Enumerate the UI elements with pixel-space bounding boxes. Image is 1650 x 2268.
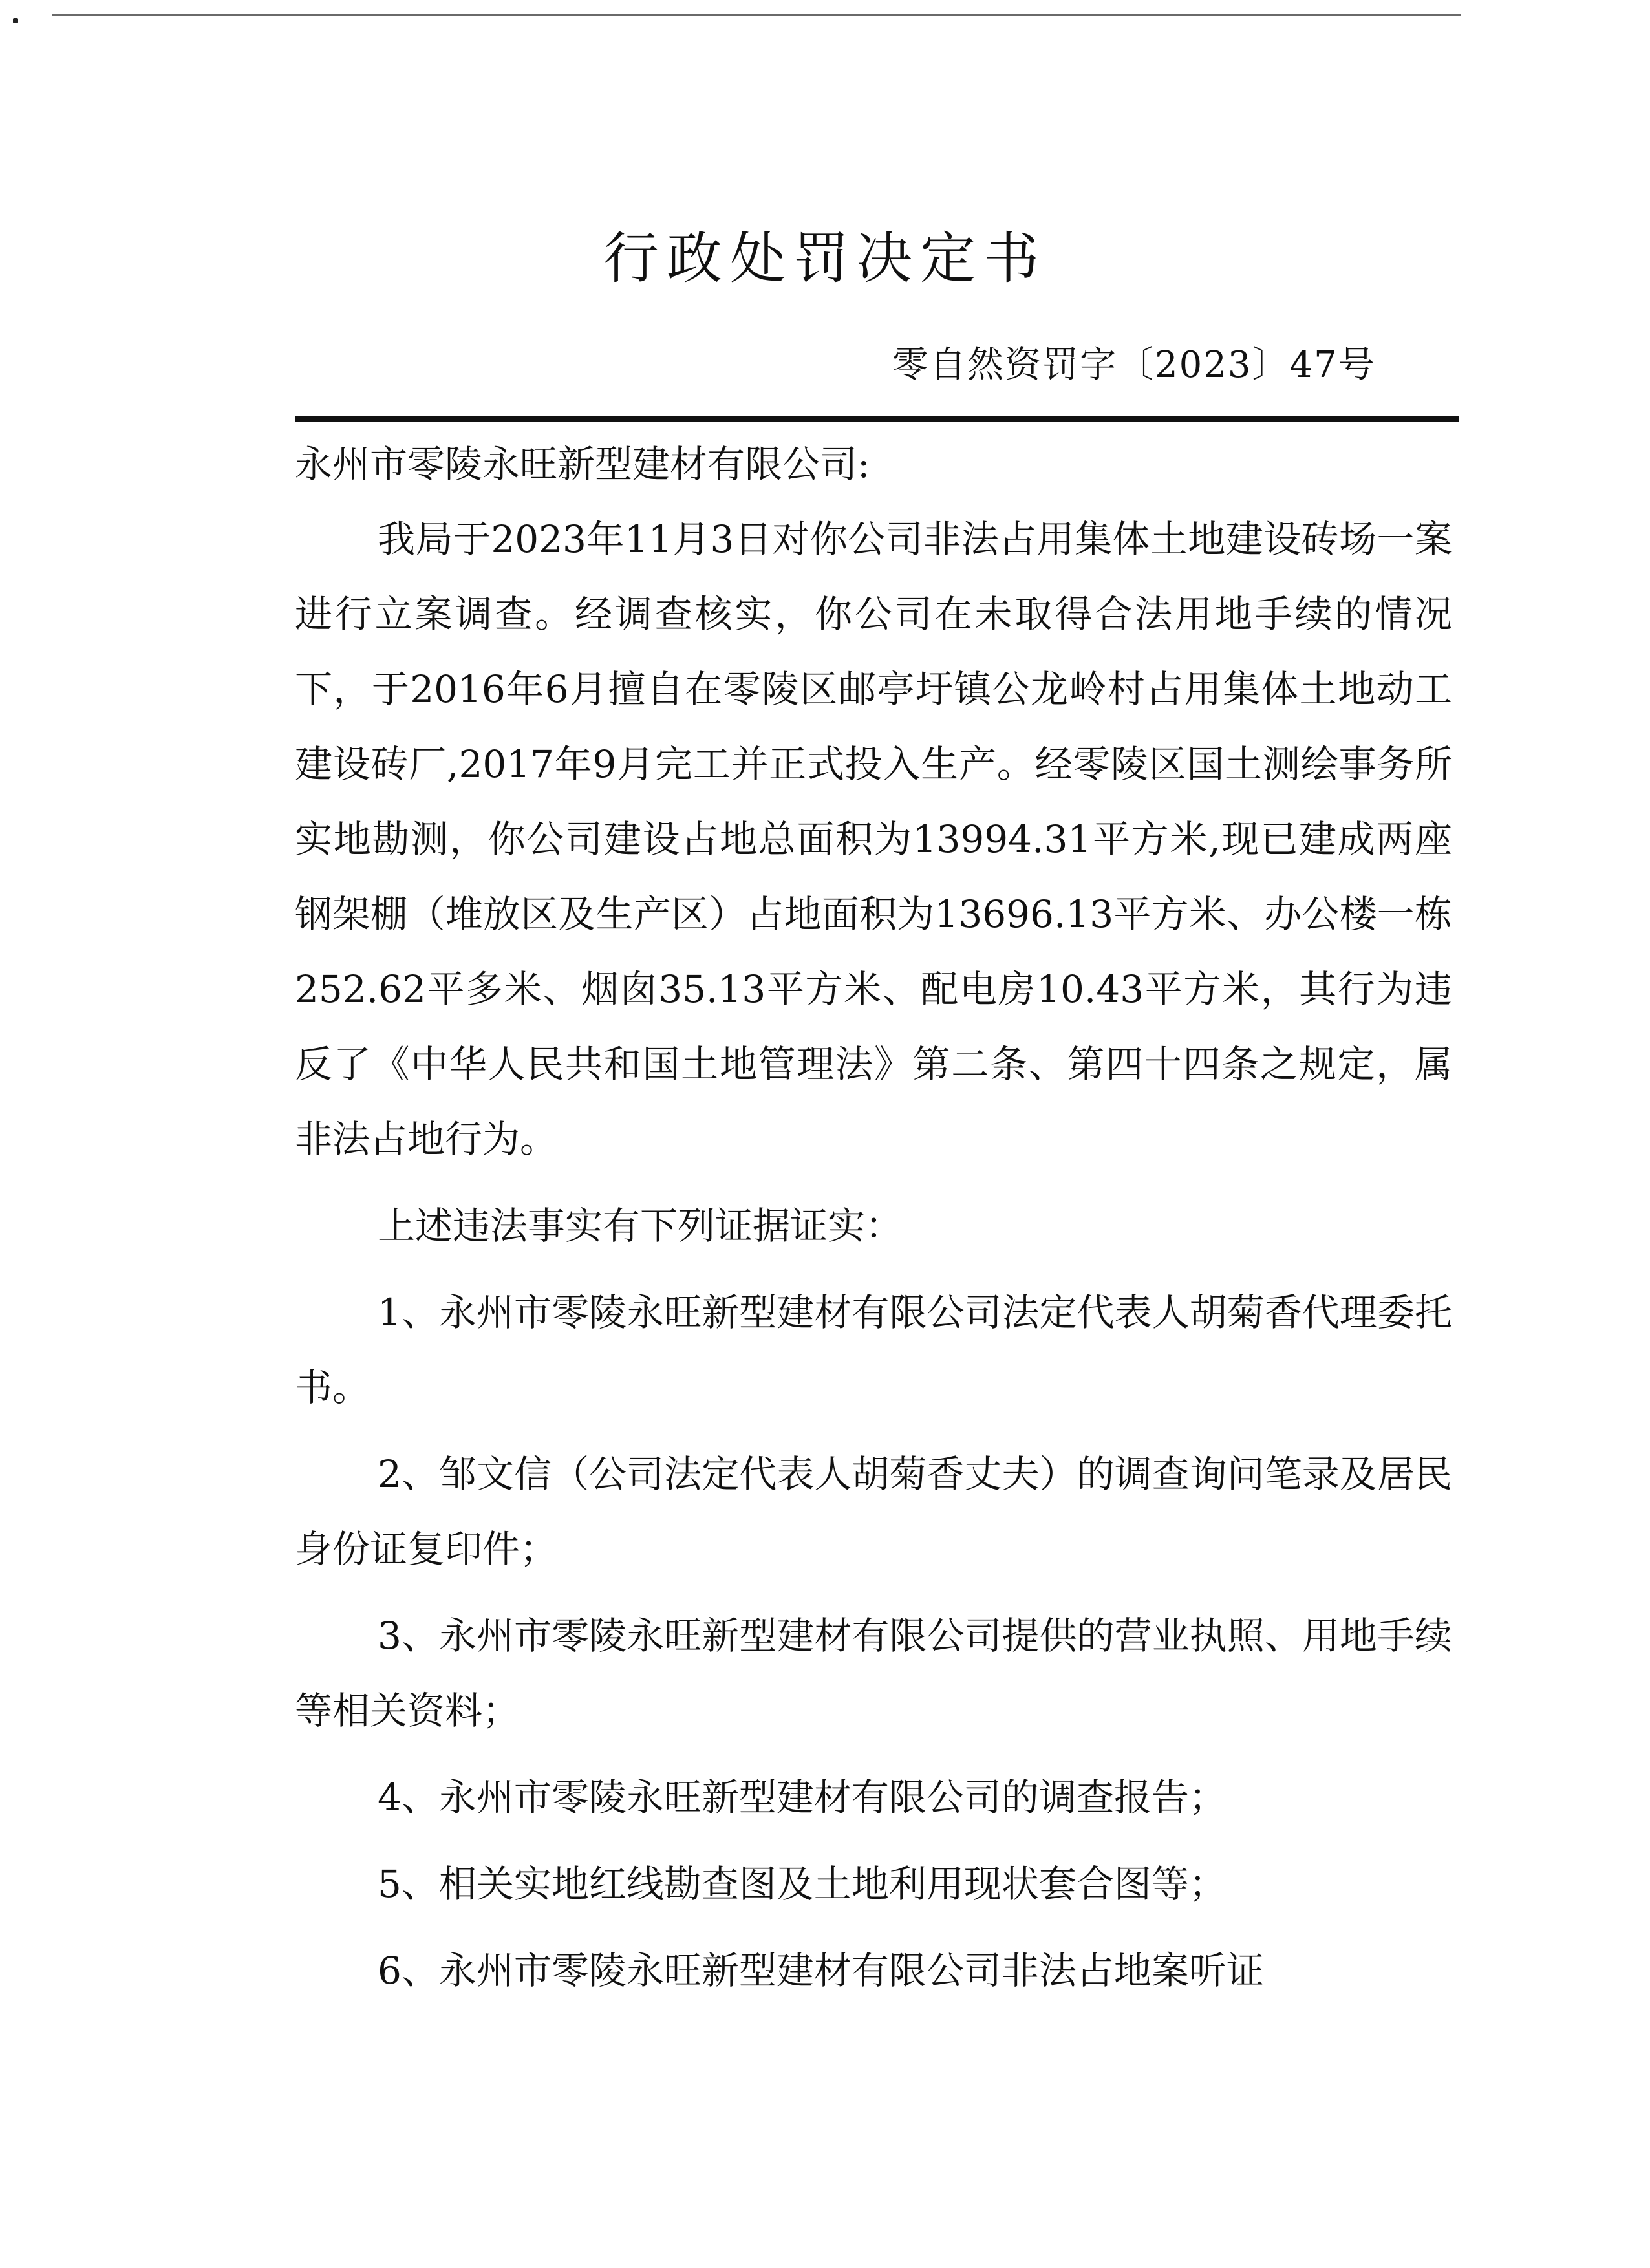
page-top-rule: [52, 14, 1461, 16]
evidence-item: 1、永州市零陵永旺新型建材有限公司法定代表人胡菊香代理委托书。: [295, 1290, 1452, 1409]
evidence-intro: 上述违法事实有下列证据证实：: [378, 1204, 903, 1248]
evidence-item: 4、永州市零陵永旺新型建材有限公司的调查报告；: [378, 1775, 1227, 1819]
document-title: 行政处罚决定书: [603, 226, 1047, 291]
evidence-item: 2、邹文信（公司法定代表人胡菊香丈夫）的调查询问笔录及居民身份证复印件；: [295, 1452, 1452, 1571]
evidence-item: 5、相关实地红线勘查图及土地利用现状套合图等；: [378, 1862, 1227, 1906]
scan-mark: [13, 18, 18, 23]
addressee: 永州市零陵永旺新型建材有限公司:: [295, 442, 870, 486]
evidence-item: 3、永州市零陵永旺新型建材有限公司提供的营业执照、用地手续等相关资料；: [295, 1614, 1452, 1733]
document-body: [295, 427, 1452, 2020]
header-divider: [295, 416, 1459, 422]
document-number: 零自然资罚字〔2023〕47号: [892, 344, 1376, 386]
evidence-item: 6、永州市零陵永旺新型建材有限公司非法占地案听证: [378, 1949, 1264, 1993]
fact-paragraph: 我局于2023年11月3日对你公司非法占用集体土地建设砖场一案进行立案调查。经调查核实，你公司在未取得合法用地手续的情况下，于2016年6月擅自在零陵区邮亭圩镇公龙岭村占用集体土地动工建设砖厂,2017年9月完工并正式投入生产。经零陵区国土测绘事务所实地勘测，你公司建设占地总面积为13994.31平方米,现已建成两座钢架棚（堆放区及生产区）占地面积为13696.13平方米、办公楼一栋252.62平多米、烟囱35.13平方米、配电房10.43平方米，其行为违反了《中华人民共和国土地管理法》第二条、第四十四条之规定，属非法占地行为。: [295, 517, 1452, 1161]
